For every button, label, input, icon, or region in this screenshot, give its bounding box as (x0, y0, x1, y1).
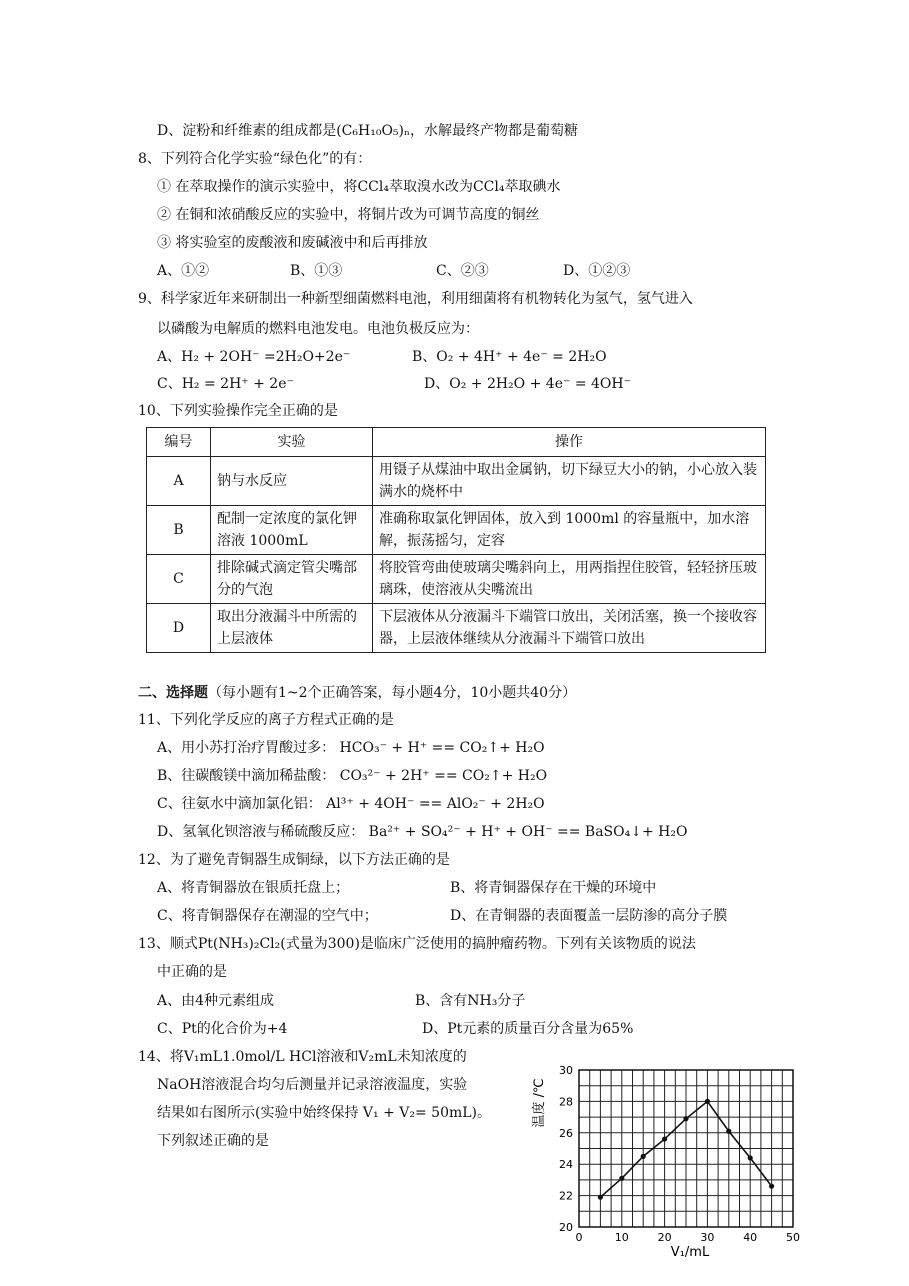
question-11: 11、下列化学反应的离子方程式正确的是 (138, 712, 394, 728)
y-tick-label: 30 (559, 1064, 573, 1077)
table-cell-id: A (147, 457, 211, 506)
q8-option-b: B、①③ (290, 263, 343, 279)
q13-option-a: A、由4种元素组成 (157, 993, 275, 1009)
question-14-cont3: 下列叙述正确的是 (157, 1133, 269, 1149)
question-12: 12、为了避免青铜器生成铜绿，以下方法正确的是 (138, 852, 450, 868)
x-tick-label: 40 (743, 1231, 758, 1244)
question-9: 9、科学家近年来研制出一种新型细菌燃料电池，利用细菌将有机物转化为氢气，氢气进入 (138, 291, 693, 307)
q8-option-a: A、①② (157, 263, 210, 279)
y-tick-label: 26 (559, 1126, 573, 1140)
q9-option-a: A、H₂ + 2OH⁻ =2H₂O+2e⁻ (157, 349, 351, 365)
data-point (662, 1136, 667, 1141)
y-tick-label: 20 (559, 1221, 573, 1234)
q12-option-d: D、在青铜器的表面覆盖一层防渗的高分子膜 (450, 908, 728, 924)
x-tick-label: 0 (575, 1231, 583, 1244)
table-cell-experiment: 取出分液漏斗中所需的上层液体 (211, 604, 373, 653)
table-cell-operation: 用镊子从煤油中取出金属钠，切下绿豆大小的钠，小心放入装满水的烧杯中 (373, 457, 766, 506)
section-2-note: （每小题有1~2个正确答案，每小题4分，10小题共40分） (208, 685, 577, 701)
q9-option-c: C、H₂ = 2H⁺ + 2e⁻ (157, 376, 294, 392)
question-14-cont2: 结果如右图所示(实验中始终保持 V₁ + V₂= 50mL)。 (157, 1105, 492, 1121)
table-cell-experiment: 配制一定浓度的氯化钾溶液 1000mL (211, 506, 373, 555)
q7-option-d: D、淀粉和纤维素的组成都是(C₆H₁₀O₅)ₙ，水解最终产物都是葡萄糖 (157, 123, 579, 139)
question-14: 14、将V₁mL1.0mol/L HCl溶液和V₂mL未知浓度的 (138, 1049, 467, 1065)
q11-option-b: B、往碳酸镁中滴加稀盐酸： CO₃²⁻ + 2H⁺ == CO₂↑+ H₂O (157, 768, 548, 784)
q13-option-c: C、Pt的化合价为+4 (157, 1021, 288, 1037)
x-tick-label: 50 (786, 1231, 800, 1244)
table-cell-id: C (147, 555, 211, 604)
question-9-cont: 以磷酸为电解质的燃料电池发电。电池负极反应为： (157, 321, 479, 337)
data-point (726, 1129, 731, 1134)
chart-ticks (559, 1064, 800, 1244)
q11-option-d: D、氢氧化钡溶液与稀硫酸反应： Ba²⁺ + SO₄²⁻ + H⁺ + OH⁻ == BaSO₄↓+ H₂O (157, 824, 688, 840)
question-13-cont: 中正确的是 (157, 964, 227, 980)
table-row (147, 457, 766, 506)
table-cell-experiment: 钠与水反应 (211, 457, 373, 506)
table-cell-experiment: 排除碱式滴定管尖嘴部分的气泡 (211, 555, 373, 604)
q9-option-d: D、O₂ + 2H₂O + 4e⁻ = 4OH⁻ (424, 376, 631, 392)
q13-option-b: B、含有NH₃分子 (415, 993, 526, 1009)
operations-table (146, 427, 766, 653)
chart-grid (579, 1070, 793, 1227)
table-cell-id: D (147, 604, 211, 653)
question-14-cont1: NaOH溶液混合均匀后测量并记录溶液温度，实验 (157, 1077, 468, 1093)
question-10: 10、下列实验操作完全正确的是 (138, 403, 338, 419)
y-tick-label: 28 (559, 1095, 573, 1109)
y-tick-label: 24 (559, 1158, 573, 1172)
table-row (147, 555, 766, 604)
q12-option-a: A、将青铜器放在银质托盘上； (157, 880, 350, 896)
x-tick-label: 30 (700, 1231, 715, 1244)
data-point (748, 1155, 753, 1160)
section-2-heading (138, 684, 576, 702)
temperature-chart (525, 1055, 815, 1260)
table-cell-id: B (147, 506, 211, 555)
y-tick-label: 22 (559, 1189, 573, 1203)
data-point (769, 1184, 774, 1189)
q8-option-d: D、①②③ (563, 263, 631, 279)
q8-item-1: ① 在萃取操作的演示实验中，将CCl₄萃取溴水改为CCl₄萃取碘水 (157, 179, 561, 195)
table-header: 操作 (373, 428, 766, 457)
q13-option-d: D、Pt元素的质量百分含量为65% (422, 1021, 634, 1037)
data-point (705, 1099, 710, 1104)
q8-item-3: ③ 将实验室的废酸液和废碱液中和后再排放 (157, 235, 428, 251)
table-header-row (147, 428, 766, 457)
section-2-title: 二、选择题 (138, 685, 208, 701)
question-13: 13、顺式Pt(NH₃)₂Cl₂(式量为300)是临床广泛使用的搞肿瘤药物。下列有关该物质的说法 (138, 936, 696, 952)
question-8: 8、下列符合化学实验“绿色化”的有： (138, 151, 372, 167)
data-point (683, 1116, 688, 1121)
table-row (147, 604, 766, 653)
table-row (147, 506, 766, 555)
table-cell-operation: 准确称取氯化钾固体，放入到 1000ml 的容量瓶中，加水溶解，振荡摇匀，定容 (373, 506, 766, 555)
q11-option-a: A、用小苏打治疗胃酸过多： HCO₃⁻ + H⁺ == CO₂↑+ H₂O (157, 740, 545, 756)
y-axis-label: 温度 /℃ (532, 1078, 547, 1128)
q12-option-c: C、将青铜器保存在潮湿的空气中； (157, 908, 378, 924)
x-axis-label: V₁/mL (670, 1245, 710, 1260)
data-point (641, 1154, 646, 1159)
table-header: 编号 (147, 428, 211, 457)
q8-option-c: C、②③ (436, 263, 489, 279)
table-header: 实验 (211, 428, 373, 457)
data-point (598, 1195, 603, 1200)
table-cell-operation: 下层液体从分液漏斗下端管口放出，关闭活塞，换一个接收容器，上层液体继续从分液漏斗下端管口放出 (373, 604, 766, 653)
q11-option-c: C、往氨水中滴加氯化铝： Al³⁺ + 4OH⁻ == AlO₂⁻ + 2H₂O (157, 796, 545, 812)
x-tick-label: 10 (614, 1231, 629, 1244)
q12-option-b: B、将青铜器保存在干燥的环境中 (450, 880, 657, 896)
data-point (619, 1176, 624, 1181)
table-cell-operation: 将胶管弯曲使玻璃尖嘴斜向上，用两指捏住胶管，轻轻挤压玻璃珠，使溶液从尖嘴流出 (373, 555, 766, 604)
q8-item-2: ② 在铜和浓硝酸反应的实验中，将铜片改为可调节高度的铜丝 (157, 207, 540, 223)
q9-option-b: B、O₂ + 4H⁺ + 4e⁻ = 2H₂O (412, 349, 607, 365)
x-tick-label: 20 (657, 1231, 672, 1244)
